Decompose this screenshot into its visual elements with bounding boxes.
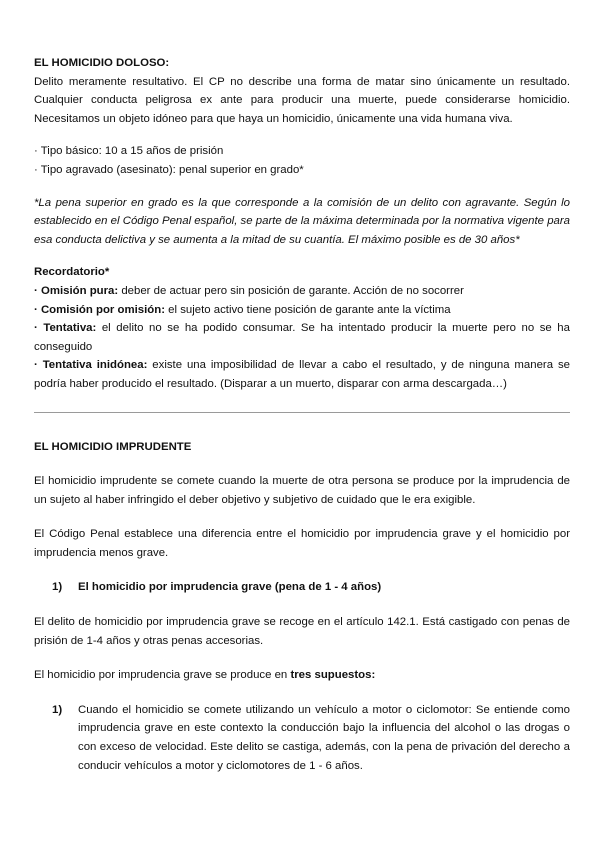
reminder-omision-pura	[34, 282, 570, 301]
supuestos-prefix: El homicidio por imprudencia grave se produce en	[34, 669, 291, 682]
reminder-title: Recordatorio*	[34, 266, 110, 279]
document-page	[34, 54, 570, 775]
reminder-tentativa-inidonea	[34, 356, 570, 393]
reminder-term: · Omisión pura:	[34, 284, 119, 297]
penalty-note: *La pena superior en grado es la que corresponde a la comisión de un delito con agravante. Según lo establecido en el Código Penal español, se parte de la máxima determinada por la normativa vigente para esa conducta delictiva y se aumenta a la mitad de su cuantía. El máximo posible es de 30 años*	[34, 196, 570, 246]
section-title-homicidio-imprudente: EL HOMICIDIO IMPRUDENTE	[34, 440, 192, 453]
imprudente-definition-paragraph: El homicidio imprudente se comete cuando la muerte de otra persona se produce por la imprudencia de un sujeto al haber infringido el deber objetivo y subjetivo de cuidado que le era exigible.	[34, 475, 570, 506]
reminder-text: el sujeto activo tiene posición de garante ante la víctima	[165, 303, 451, 316]
supuestos-bold: tres supuestos:	[290, 669, 376, 682]
intro-paragraph: Delito meramente resultativo. El CP no describe una forma de matar sino únicamente un resultado. Cualquier conducta peligrosa ex ante para producir una muerte, puede considerarse homicidio. Necesitamos un objeto idóneo para que haya un homicidio, únicamente una vida humana viva.	[34, 75, 570, 125]
subheading-text: El homicidio por imprudencia grave (pena de 1 - 4 años)	[78, 581, 382, 594]
tipo-agravado: · Tipo agravado (asesinato): penal superior en grado*	[34, 163, 304, 176]
reminder-term: · Comisión por omisión:	[34, 303, 165, 316]
reminder-text: deber de actuar pero sin posición de garante. Acción de no socorrer	[118, 284, 464, 297]
subheading-imprudencia-grave	[34, 578, 570, 597]
codigo-penal-paragraph: El Código Penal establece una diferencia entre el homicidio por imprudencia grave y el homicidio por imprudencia menos grave.	[34, 528, 570, 559]
section-divider	[34, 412, 570, 413]
reminder-tentativa	[34, 319, 570, 356]
subheading-number: 1)	[52, 581, 63, 594]
reminder-term: · Tentativa:	[34, 322, 97, 335]
articulo-paragraph: El delito de homicidio por imprudencia grave se recoge en el artículo 142.1. Está castigado con penas de prisión de 1-4 años y otras penas accesorias.	[34, 616, 570, 647]
list-item-vehiculo	[34, 701, 570, 775]
section-title-homicidio-doloso: EL HOMICIDIO DOLOSO:	[34, 57, 170, 69]
reminder-term: · Tentativa inidónea:	[34, 359, 148, 372]
list-item-number: 1)	[52, 703, 63, 716]
reminder-comision-por-omision	[34, 301, 570, 320]
reminder-text: existe una imposibilidad de llevar a cabo el resultado, y de ninguna manera se podría haber producido el resultado. (Disparar a un muerto, disparar con arma descargada…)	[34, 359, 570, 390]
reminder-text: el delito no se ha podido consumar. Se ha intentado producir la muerte pero no se ha conseguido	[34, 322, 570, 353]
tipo-basico: · Tipo básico: 10 a 15 años de prisión	[34, 145, 224, 158]
list-item-text: Cuando el homicidio se comete utilizando un vehículo a motor o ciclomotor: Se entiende como imprudencia grave en este contexto la conducción bajo la influencia del alcohol o las drogas o con exceso de velocidad. Este delito se castiga, además, con la pena de privación del derecho a conducir vehículos a motor y ciclomotores de 1 - 6 años.	[78, 703, 570, 772]
supuestos-paragraph	[34, 666, 570, 685]
